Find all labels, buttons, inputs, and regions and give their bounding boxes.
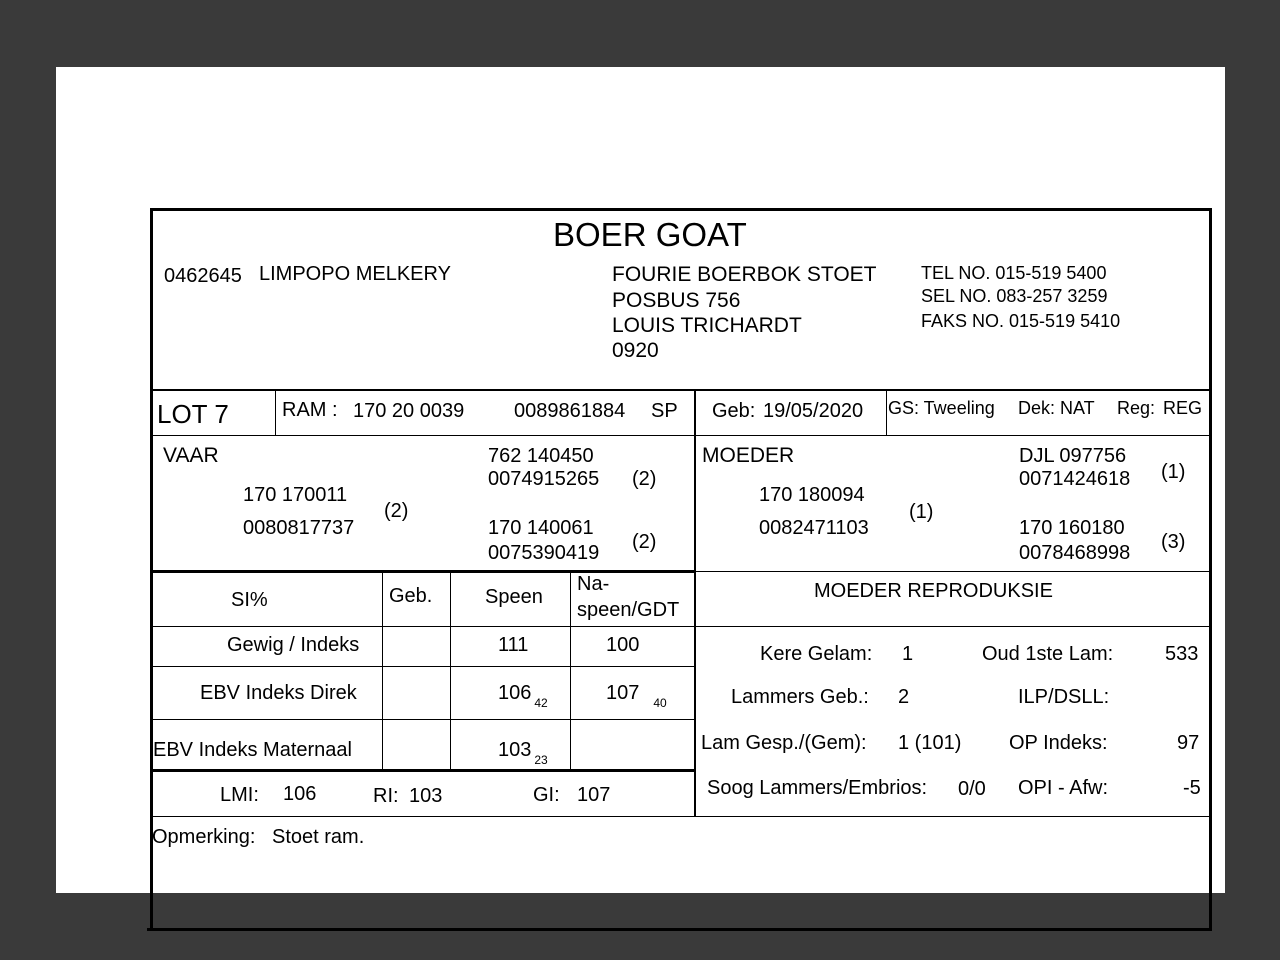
opi-label: OPI - Afw: <box>1018 777 1109 799</box>
kere-value: 1 <box>902 643 914 665</box>
vaar-label: VAAR <box>163 444 219 467</box>
sire-dam-number: 170 140061 <box>488 517 594 539</box>
row-gewig-naspeen: 100 <box>606 634 640 656</box>
gi-label: GI: <box>533 784 560 806</box>
breeder-tel: TEL NO. 015-519 5400 <box>921 263 1107 283</box>
dam-sire-number: DJL 097756 <box>1019 445 1127 467</box>
geb-header: Geb. <box>389 585 433 607</box>
gesp-label: Lam Gesp./(Gem): <box>701 732 867 754</box>
dam-sire-mark: (1) <box>1161 461 1186 483</box>
gs-status: GS: Tweeling <box>888 398 995 418</box>
dam-dam-mark: (3) <box>1161 531 1186 553</box>
divider-si-col2 <box>450 573 451 770</box>
breeder-sel: SEL NO. 083-257 3259 <box>921 286 1108 306</box>
row-gewig-label: Gewig / Indeks <box>227 634 360 656</box>
sire-sire-id: 0074915265 <box>488 468 600 490</box>
lot-number: LOT 7 <box>157 399 229 429</box>
gesp-value: 1 (101) <box>898 732 962 754</box>
sire-dam-id: 0075390419 <box>488 542 600 564</box>
breeder-address1: POSBUS 756 <box>612 289 741 312</box>
owner-name: LIMPOPO MELKERY <box>259 263 451 285</box>
reproduksie-title: MOEDER REPRODUKSIE <box>814 580 1053 602</box>
ram-number: 170 20 0039 <box>353 400 465 422</box>
sire-mark: (2) <box>384 500 409 522</box>
opmerking-label: Opmerking: <box>152 826 256 848</box>
speen-header: Speen <box>485 586 543 608</box>
sire-id: 0080817737 <box>243 517 355 539</box>
page-title: BOER GOAT <box>553 216 747 253</box>
gi-value: 107 <box>577 784 611 806</box>
card-border-right <box>1209 208 1212 931</box>
divider-si-row2 <box>150 719 695 720</box>
breeder-faks: FAKS NO. 015-519 5410 <box>921 311 1121 331</box>
row-direk-speen-sub: 42 <box>534 696 548 710</box>
reg-value: REG <box>1163 398 1203 418</box>
soog-value: 0/0 <box>958 778 986 800</box>
oud-label: Oud 1ste Lam: <box>982 643 1114 665</box>
divider-center <box>694 389 696 817</box>
birth-date: 19/05/2020 <box>763 400 864 422</box>
op-label: OP Indeks: <box>1009 732 1108 754</box>
birth-label: Geb: <box>712 400 756 422</box>
lmi-value: 106 <box>283 783 317 805</box>
divider-gs-cell <box>886 389 887 436</box>
document-page <box>56 67 1225 893</box>
dek-status: Dek: NAT <box>1018 398 1095 418</box>
moeder-label: MOEDER <box>702 444 795 467</box>
soog-label: Soog Lammers/Embrios: <box>707 777 928 799</box>
lammers-label: Lammers Geb.: <box>731 686 869 708</box>
si-header: SI% <box>231 589 268 611</box>
divider-si-bottom <box>150 769 695 772</box>
divider-si-col3 <box>570 573 571 770</box>
divider-lot <box>150 435 1212 436</box>
owner-code: 0462645 <box>164 265 242 287</box>
divider-lot-cell <box>275 389 276 436</box>
row-maternaal-speen <box>498 739 548 767</box>
dam-number: 170 180094 <box>759 484 865 506</box>
row-maternaal-speen-value: 103 <box>498 739 532 761</box>
row-gewig-speen: 111 <box>498 634 529 656</box>
ilp-label: ILP/DSLL: <box>1018 686 1110 708</box>
breeder-postcode: 0920 <box>612 339 659 362</box>
dam-sire-id: 0071424618 <box>1019 468 1131 490</box>
dam-mark: (1) <box>909 501 934 523</box>
lot-card <box>150 208 1212 931</box>
ri-label: RI: <box>373 785 399 807</box>
lammers-value: 2 <box>898 686 910 708</box>
breeder-address2: LOUIS TRICHARDT <box>612 314 802 337</box>
row-direk-naspeen-sub: 40 <box>653 696 667 710</box>
kere-label: Kere Gelam: <box>760 643 873 665</box>
dam-dam-id: 0078468998 <box>1019 542 1131 564</box>
breeder-name: FOURIE BOERBOK STOET <box>612 263 877 286</box>
sire-sire-number: 762 140450 <box>488 445 594 467</box>
row-direk-label: EBV Indeks Direk <box>200 682 357 704</box>
row-maternaal-speen-sub: 23 <box>534 753 548 767</box>
ri-value: 103 <box>409 785 443 807</box>
row-direk-speen-value: 106 <box>498 682 532 704</box>
ram-id: 0089861884 <box>514 400 626 422</box>
naspeen-header-line2: speen/GDT <box>577 599 680 621</box>
divider-pedigree-left <box>150 570 695 573</box>
divider-si-col1 <box>382 573 383 770</box>
row-maternaal-label: EBV Indeks Maternaal <box>153 739 352 761</box>
row-direk-naspeen <box>606 682 667 710</box>
dam-dam-number: 170 160180 <box>1019 517 1125 539</box>
sire-dam-mark: (2) <box>632 531 657 553</box>
card-border-top <box>150 208 1212 211</box>
row-direk-speen <box>498 682 548 710</box>
divider-pedigree-right <box>695 571 1212 572</box>
divider-si-header <box>150 626 1212 627</box>
dam-id: 0082471103 <box>759 517 869 539</box>
divider-si-row1 <box>150 666 695 667</box>
lmi-label: LMI: <box>220 784 259 806</box>
opi-value: -5 <box>1183 777 1201 799</box>
op-value: 97 <box>1177 732 1200 754</box>
divider-header <box>150 389 1212 391</box>
divider-indices <box>150 816 1212 817</box>
card-border-bottom <box>147 928 1212 931</box>
reg-label: Reg: <box>1117 398 1156 418</box>
row-direk-naspeen-value: 107 <box>606 682 640 704</box>
oud-value: 533 <box>1165 643 1199 665</box>
ram-label: RAM : <box>282 399 338 421</box>
sire-number: 170 170011 <box>243 484 348 506</box>
opmerking-text: Stoet ram. <box>272 826 365 848</box>
naspeen-header-line1: Na- <box>577 573 610 595</box>
sire-sire-mark: (2) <box>632 468 657 490</box>
ram-sp: SP <box>651 400 678 422</box>
